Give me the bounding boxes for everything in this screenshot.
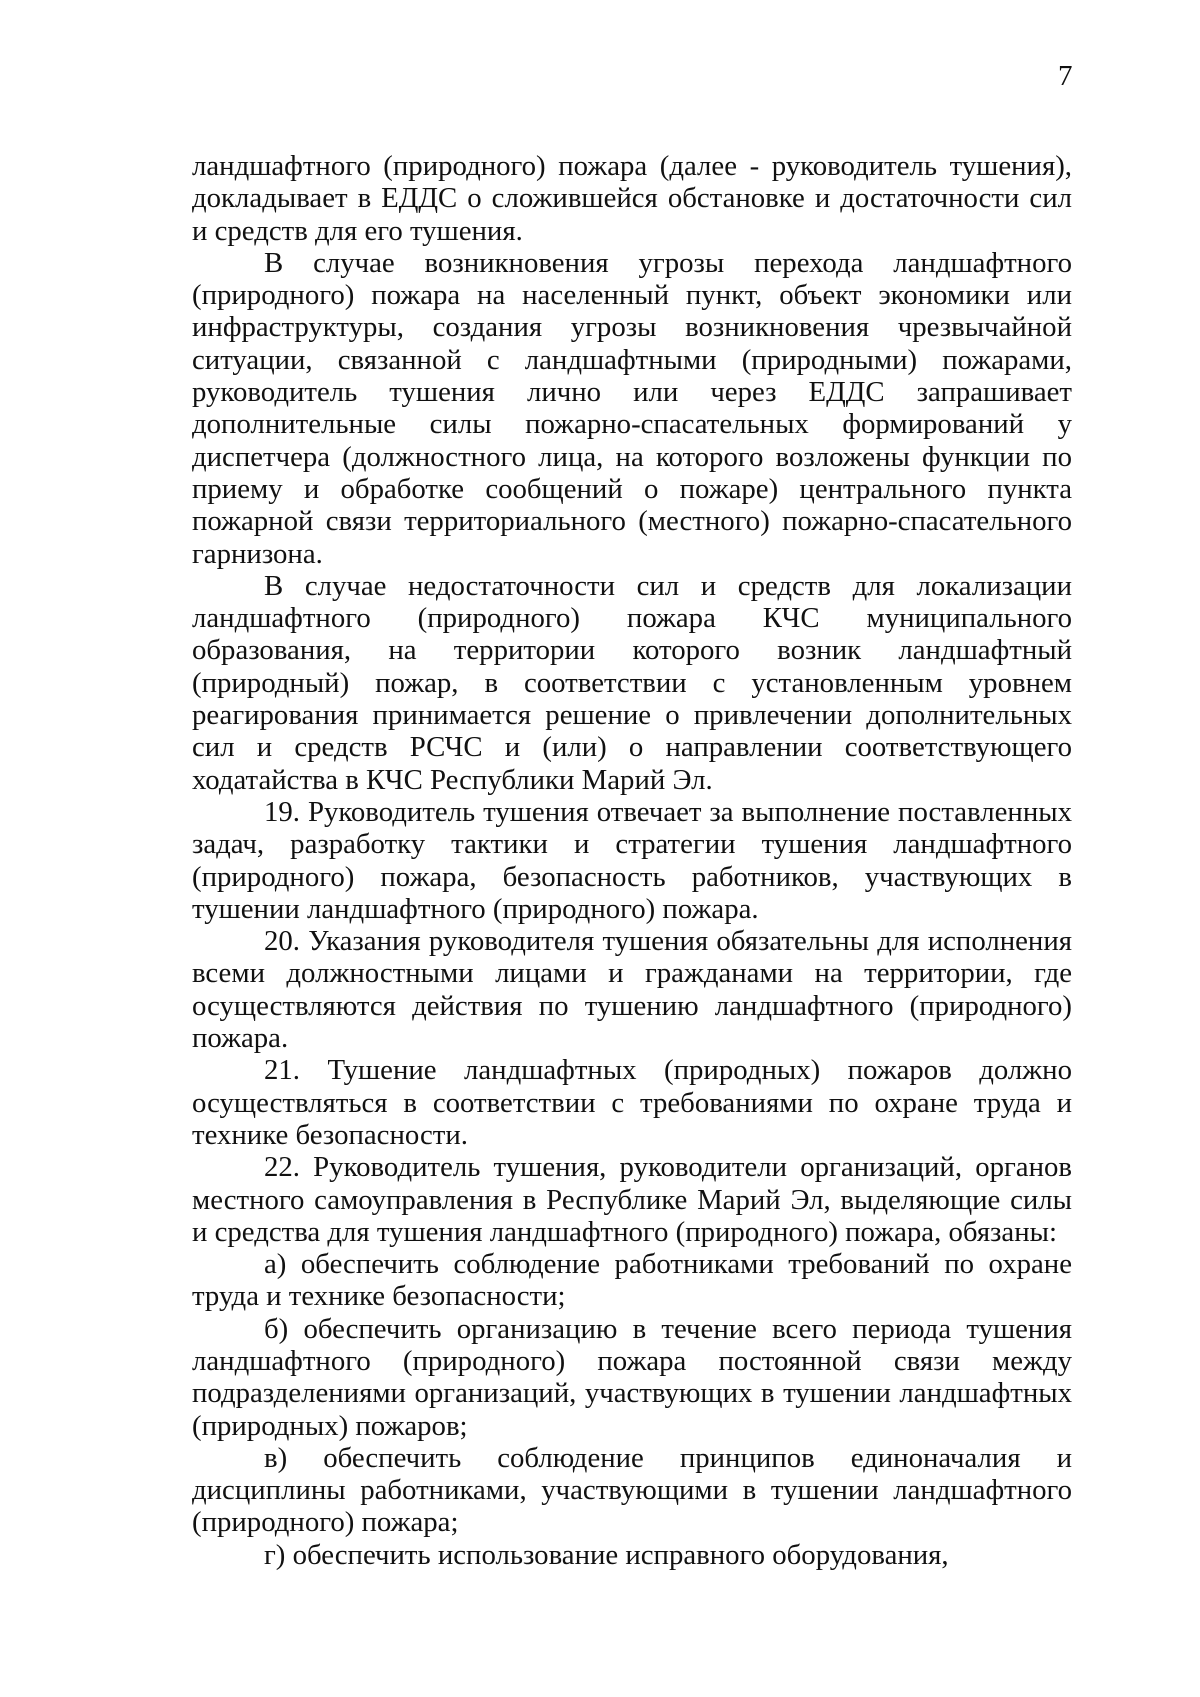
- paragraph-item-22-g: г) обеспечить использование исправного оборудования,: [264, 1538, 949, 1571]
- paragraph-threat-of-spread: В случае возникновения угрозы перехода ландшафтного (природного) пожара на населенный пункт, объект экономики или инфраструктуры, создания угрозы возникновения чрезвычайной ситуации, связанной с ландшафтными (природными) пожарами, руководитель тушения лично или через ЕДДС запрашивает дополнительные силы пожарно-спасательных формирований у диспетчера (должностного лица, на которого возложены функции по приему и обработке сообщений о пожаре) центрального пункта пожарной связи территориального (местного) пожарно-спасательного гарнизона.: [192, 246, 1072, 570]
- paragraph-item-22: 22. Руководитель тушения, руководители организаций, органов местного самоуправления в Республике Марий Эл, выделяющие силы и средства для тушения ландшафтного (природного) пожара, обязаны:: [192, 1151, 1072, 1248]
- page-number: 7: [1058, 60, 1073, 92]
- paragraph-item-21: 21. Тушение ландшафтных (природных) пожаров должно осуществляться в соответствии с требованиями по охране труда и технике безопасности.: [192, 1054, 1072, 1151]
- paragraph-item-22-b: б) обеспечить организацию в течение всего периода тушения ландшафтного (природного) пожара постоянной связи между подразделениями организаций, участвующих в тушении ландшафтных (природных) пожаров;: [192, 1312, 1072, 1442]
- paragraph-item-20: 20. Указания руководителя тушения обязательны для исполнения всеми должностными лицами и гражданами на территории, где осуществляются действия по тушению ландшафтного (природного) пожара.: [192, 925, 1072, 1055]
- paragraph-item-19: 19. Руководитель тушения отвечает за выполнение поставленных задач, разработку тактики и стратегии тушения ландшафтного (природного) пожара, безопасность работников, участвующих в тушении ландшафтного (природного) пожара.: [192, 795, 1072, 925]
- paragraph-item-22-v: в) обеспечить соблюдение принципов единоначалия и дисциплины работниками, участвующими в тушении ландшафтного (природного) пожара;: [192, 1441, 1072, 1539]
- paragraph-insufficient-forces: В случае недостаточности сил и средств для локализации ландшафтного (природного) пожара КЧС муниципального образования, на территории которого возник ландшафтный (природный) пожар, в соответствии с установленным уровнем реагирования принимается решение о привлечении дополнительных сил и средств РСЧС и (или) о направлении соответствующего ходатайства в КЧС Республики Марий Эл.: [192, 569, 1072, 796]
- paragraph-continuation: ландшафтного (природного) пожара (далее - руководитель тушения), докладывает в ЕДДС о сложившейся обстановке и достаточности сил и средств для его тушения.: [192, 150, 1072, 247]
- document-body: [192, 150, 1072, 1571]
- paragraph-item-22-a: а) обеспечить соблюдение работниками требований по охране труда и технике безопасности;: [192, 1248, 1072, 1313]
